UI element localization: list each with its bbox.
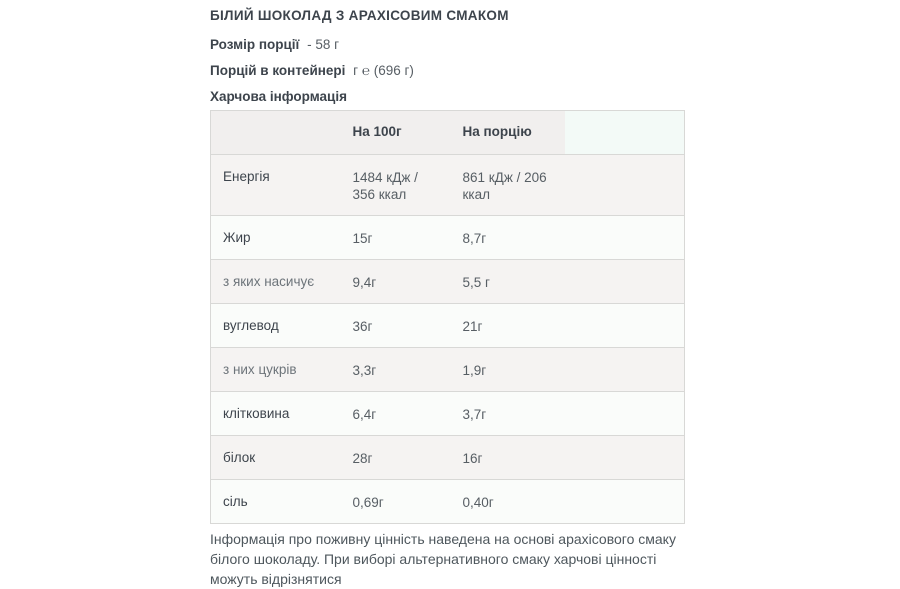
row-value-per-100: 36г	[341, 304, 451, 348]
row-value-per-100: 28г	[341, 436, 451, 480]
row-label: клітковина	[211, 392, 341, 436]
row-label: вуглевод	[211, 304, 341, 348]
table-row-fibre	[211, 392, 685, 436]
servings-per-container-line	[210, 63, 684, 79]
row-label: з них цукрів	[211, 348, 341, 392]
header-per-serving: На порцію	[451, 111, 565, 155]
table-row-protein	[211, 436, 685, 480]
nutrition-table	[210, 110, 685, 524]
row-empty-cell	[565, 155, 685, 216]
row-value-per-serving: 5,5 г	[451, 260, 565, 304]
row-value-per-100: 3,3г	[341, 348, 451, 392]
row-value-per-serving: 3,7г	[451, 392, 565, 436]
row-value-per-serving: 0,40г	[451, 480, 565, 524]
row-label: Енергія	[211, 155, 341, 216]
row-value-per-serving: 21г	[451, 304, 565, 348]
product-title: БІЛИЙ ШОКОЛАД З АРАХІСОВИМ СМАКОМ	[210, 8, 509, 23]
row-empty-cell	[565, 216, 685, 260]
row-value-per-serving: 8,7г	[451, 216, 565, 260]
row-value-per-100: 15г	[341, 216, 451, 260]
nutrition-footnote: Інформація про поживну цінність наведена на основі арахісового смаку білого шоколаду. При виборі альтернативного смаку харчові цінності можуть відрізнятися	[210, 531, 676, 587]
table-row-energy	[211, 155, 685, 216]
row-empty-cell	[565, 348, 685, 392]
servings-per-container-value: г ℮ (696 г)	[353, 63, 414, 78]
row-value-per-100: 0,69г	[341, 480, 451, 524]
servings-per-container-label: Порцій в контейнері	[210, 63, 346, 78]
row-empty-cell	[565, 304, 685, 348]
row-value-per-serving: 16г	[451, 436, 565, 480]
nutrition-panel	[210, 0, 684, 589]
header-per-100: На 100г	[341, 111, 451, 155]
serving-size-label: Розмір порції	[210, 37, 300, 52]
row-label: з яких насичує	[211, 260, 341, 304]
table-row-sugars	[211, 348, 685, 392]
row-label: Жир	[211, 216, 341, 260]
table-header-row	[211, 111, 685, 155]
table-row-fat	[211, 216, 685, 260]
row-empty-cell	[565, 392, 685, 436]
table-row-saturates	[211, 260, 685, 304]
section-title: Харчова інформація	[210, 89, 347, 104]
row-value-per-100: 6,4г	[341, 392, 451, 436]
row-label: білок	[211, 436, 341, 480]
serving-size-value: - 58 г	[307, 37, 340, 52]
table-row-carbs	[211, 304, 685, 348]
row-empty-cell	[565, 436, 685, 480]
header-empty-end-cell	[565, 111, 685, 155]
row-value-per-100: 9,4г	[341, 260, 451, 304]
row-empty-cell	[565, 260, 685, 304]
row-value-per-serving: 861 кДж / 206 ккал	[451, 155, 565, 216]
row-empty-cell	[565, 480, 685, 524]
table-row-salt	[211, 480, 685, 524]
row-label: сіль	[211, 480, 341, 524]
serving-size-line	[210, 37, 684, 53]
row-value-per-100: 1484 кДж / 356 ккал	[341, 155, 451, 216]
header-empty-cell	[211, 111, 341, 155]
row-value-per-serving: 1,9г	[451, 348, 565, 392]
